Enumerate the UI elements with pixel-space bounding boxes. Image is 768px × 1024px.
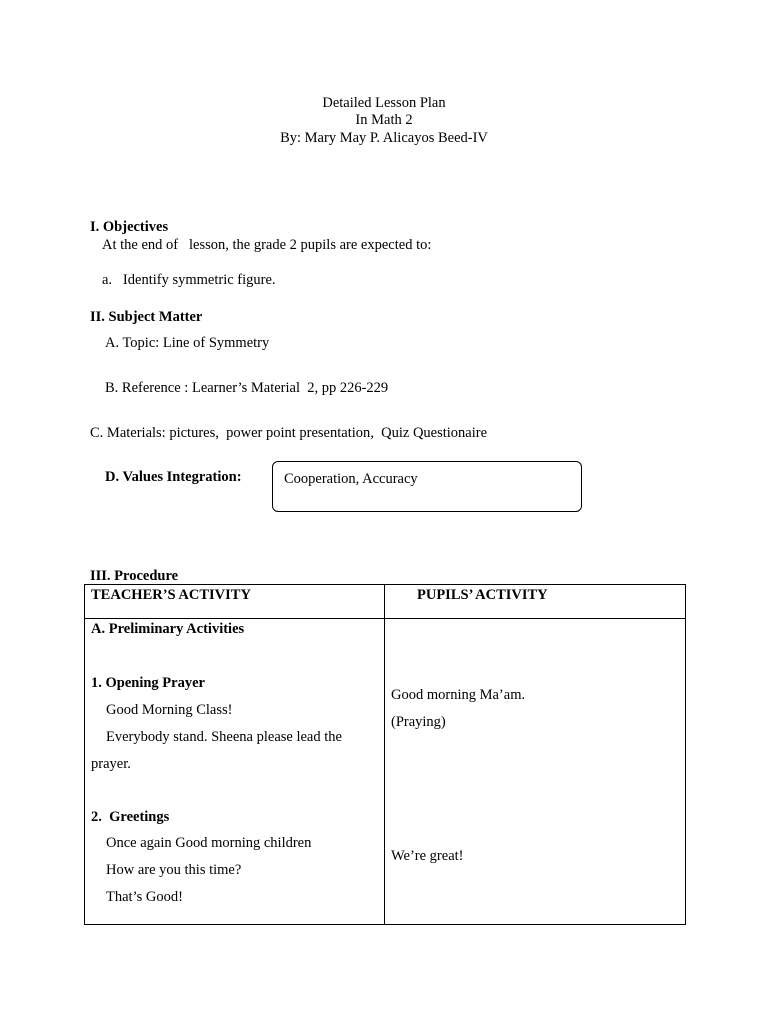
preliminary-activities-heading: A. Preliminary Activities [91, 621, 245, 637]
table-header-cell [385, 585, 686, 619]
opening-prayer-heading: 1. Opening Prayer [91, 675, 205, 691]
table-header-row [85, 585, 686, 619]
pupils-activity-header: PUPILS’ ACTIVITY [417, 587, 548, 603]
procedure-table [84, 584, 686, 925]
pupils-reply-3: We’re great! [391, 848, 464, 864]
procedure-heading: III. Procedure [90, 568, 179, 584]
opening-prayer-line-2: Everybody stand. Sheena please lead the [106, 729, 342, 745]
pupils-activity-cell [385, 619, 686, 925]
values-integration-box [272, 461, 582, 512]
greetings-heading: 2. Greetings [91, 809, 170, 825]
subject-matter-heading: II. Subject Matter [90, 309, 203, 325]
teacher-activity-cell [85, 619, 385, 925]
pupils-reply-1: Good morning Ma’am. [391, 687, 526, 703]
document-title: Detailed Lesson Plan [322, 95, 446, 111]
subject-materials: C. Materials: pictures, power point presentation, Quiz Questionaire [90, 425, 488, 441]
document-author: By: Mary May P. Alicayos Beed-IV [280, 130, 488, 146]
teacher-activity-header: TEACHER’S ACTIVITY [91, 587, 251, 603]
table-header-cell [85, 585, 385, 619]
values-integration-text: Cooperation, Accuracy [284, 471, 418, 487]
pupils-reply-2: (Praying) [391, 714, 446, 730]
opening-prayer-line-3: prayer. [91, 756, 131, 772]
greetings-line-1: Once again Good morning children [106, 835, 312, 851]
greetings-line-2: How are you this time? [106, 862, 242, 878]
values-integration-label: D. Values Integration: [105, 469, 242, 485]
document-subject: In Math 2 [355, 112, 413, 128]
opening-prayer-line-1: Good Morning Class! [106, 702, 233, 718]
objectives-heading: I. Objectives [90, 219, 169, 235]
objectives-intro: At the end of lesson, the grade 2 pupils are expected to: [102, 237, 432, 253]
table-row [85, 619, 686, 925]
objective-item-a: a. Identify symmetric figure. [102, 272, 276, 288]
subject-topic: A. Topic: Line of Symmetry [105, 335, 270, 351]
subject-reference: B. Reference : Learner’s Material 2, pp 226-229 [105, 380, 389, 396]
greetings-line-3: That’s Good! [106, 889, 183, 905]
